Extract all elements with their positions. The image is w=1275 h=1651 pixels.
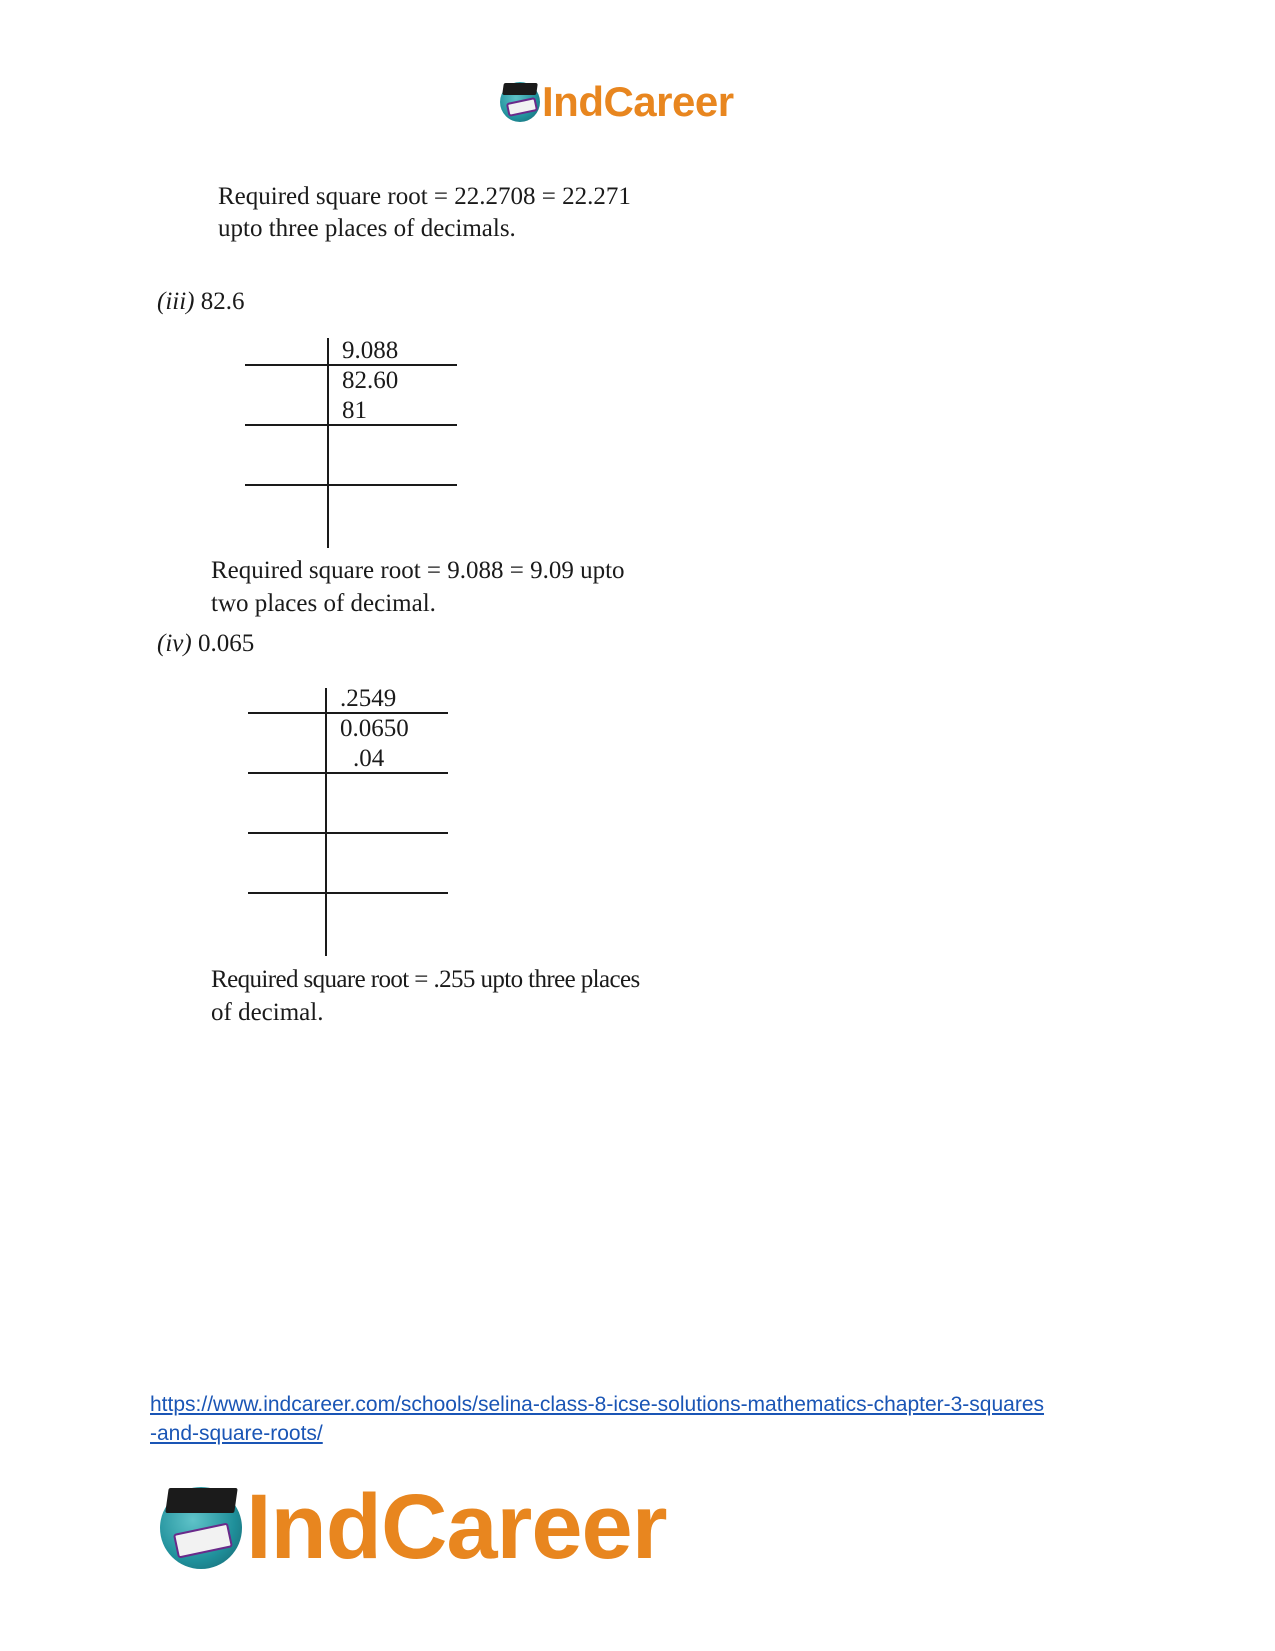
- footer-logo: [160, 1475, 667, 1580]
- part-iii-conclusion-line2: two places of decimal.: [211, 590, 436, 617]
- part-iv-conclusion-line1: Required square root = .255 upto three places: [211, 966, 640, 993]
- part-ii-conclusion-line2: upto three places of decimals.: [218, 215, 516, 242]
- part-ii-conclusion-line1: Required square root = 22.2708 = 22.271: [218, 183, 631, 210]
- part-iii-number: 82.6: [200, 288, 245, 315]
- source-url-line1[interactable]: https://www.indcareer.com/schools/selina-class-8-icse-solutions-mathematics-chapter-3-squares: [150, 1393, 1045, 1416]
- part-iii-heading: [157, 288, 245, 316]
- part-iv-dividend-1: 0.0650: [340, 715, 409, 742]
- header-logo: [500, 78, 734, 126]
- part-iii-label: (iii): [157, 288, 195, 315]
- part-iv-subtract-1: .04: [353, 745, 385, 772]
- header-logo-text: IndCareer: [542, 78, 734, 125]
- part-iv-conclusion-line2: of decimal.: [211, 999, 324, 1026]
- part-iv-quotient: .2549: [340, 685, 397, 712]
- part-iv-label: (iv): [157, 630, 192, 657]
- part-iv-number: 0.065: [197, 630, 255, 657]
- footer-logo-text: IndCareer: [246, 1476, 667, 1578]
- source-url-line2[interactable]: -and-square-roots/: [150, 1422, 323, 1445]
- part-iv-heading: [157, 630, 254, 658]
- part-iii-dividend-1: 82.60: [342, 367, 399, 394]
- part-iii-quotient: 9.088: [342, 337, 399, 364]
- part-iii-conclusion-line1: Required square root = 9.088 = 9.09 upto: [211, 557, 625, 584]
- graduation-cap-globe-icon: [500, 82, 540, 122]
- graduation-cap-globe-icon: [160, 1487, 242, 1569]
- source-url-link[interactable]: [150, 1390, 1130, 1448]
- part-iii-subtract-1: 81: [342, 397, 367, 424]
